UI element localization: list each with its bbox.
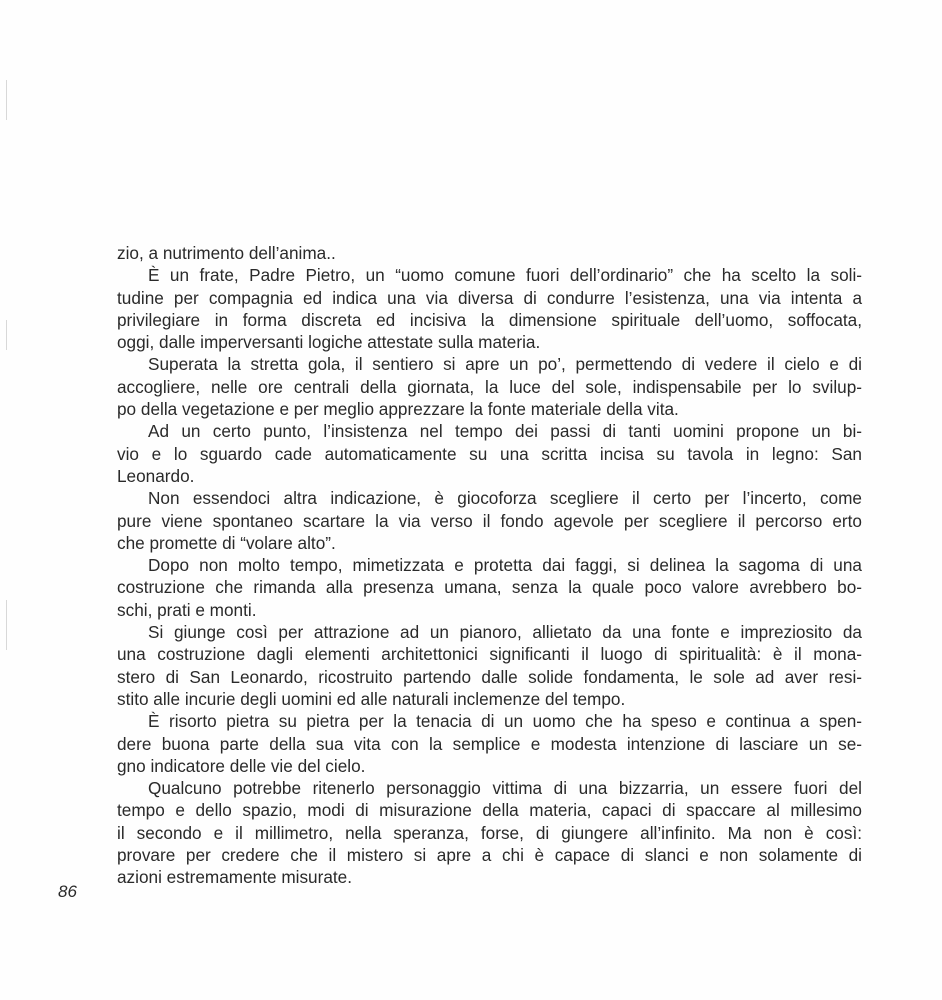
text-line: che promette di “volare alto”. — [117, 532, 336, 553]
text-line: provare per credere che il mistero si apre a chi è capace di slanci e non solamente di — [117, 845, 862, 866]
page-edge-mark — [6, 320, 7, 350]
text-line: vio e lo sguardo cade automaticamente su una scritta incisa su tavola in legno: San — [117, 443, 862, 464]
body-text — [117, 242, 862, 889]
page-edge-mark — [6, 600, 7, 650]
text-line: accogliere, nelle ore centrali della giornata, la luce del sole, indispensabile per lo svilup- — [117, 376, 862, 397]
text-line: tudine per compagnia ed indica una via diversa di condurre l’esistenza, una via intenta a — [117, 287, 862, 308]
text-line: il secondo e il millimetro, nella speranza, forse, di giungere all’infinito. Ma non è così: — [117, 822, 862, 843]
text-line: tempo e dello spazio, modi di misurazione della materia, capaci di spaccare al millesimo — [117, 800, 862, 821]
text-line: Ad un certo punto, l’insistenza nel tempo dei passi di tanti uomini propone un bi- — [148, 421, 862, 442]
page-edge-mark — [6, 80, 7, 120]
text-line: dere buona parte della sua vita con la semplice e modesta intenzione di lasciare un se- — [117, 733, 862, 754]
text-line: stero di San Leonardo, ricostruito partendo dalle solide fondamenta, le sole ad aver resi- — [117, 666, 862, 687]
text-line: Non essendoci altra indicazione, è giocoforza scegliere il certo per l’incerto, come — [148, 488, 862, 509]
text-line: azioni estremamente misurate. — [117, 867, 352, 888]
text-line: pure viene spontaneo scartare la via verso il fondo agevole per scegliere il percorso erto — [117, 510, 862, 531]
text-line: schi, prati e monti. — [117, 599, 257, 620]
text-line: stito alle incurie degli uomini ed alle naturali inclemenze del tempo. — [117, 688, 626, 709]
text-line: Si giunge così per attrazione ad un pianoro, allietato da una fonte e impreziosito da — [148, 622, 862, 643]
text-line: una costruzione dagli elementi architettonici significanti il luogo di spiritualità: è il mona- — [117, 644, 862, 665]
page-number: 86 — [58, 882, 77, 901]
text-line: È un frate, Padre Pietro, un “uomo comune fuori dell’ordinario” che ha scelto la soli- — [148, 265, 862, 286]
text-line: Dopo non molto tempo, mimetizzata e protetta dai faggi, si delinea la sagoma di una — [148, 555, 862, 576]
text-line: po della vegetazione e per meglio apprezzare la fonte materiale della vita. — [117, 399, 679, 420]
text-line: Leonardo. — [117, 465, 195, 486]
text-line: costruzione che rimanda alla presenza umana, senza la quale poco valore avrebbero bo- — [117, 577, 862, 598]
text-line: gno indicatore delle vie del cielo. — [117, 755, 366, 776]
text-line: oggi, dalle imperversanti logiche attestate sulla materia. — [117, 332, 541, 353]
text-line: Qualcuno potrebbe ritenerlo personaggio vittima di una bizzarria, un essere fuori del — [148, 778, 862, 799]
text-line: Superata la stretta gola, il sentiero si apre un po’, permettendo di vedere il cielo e di — [148, 354, 862, 375]
text-line: È risorto pietra su pietra per la tenacia di un uomo che ha speso e continua a spen- — [148, 711, 862, 732]
text-line: privilegiare in forma discreta ed incisiva la dimensione spirituale dell’uomo, soffocata, — [117, 309, 862, 330]
text-line: zio, a nutrimento dell’anima.. — [117, 243, 336, 263]
